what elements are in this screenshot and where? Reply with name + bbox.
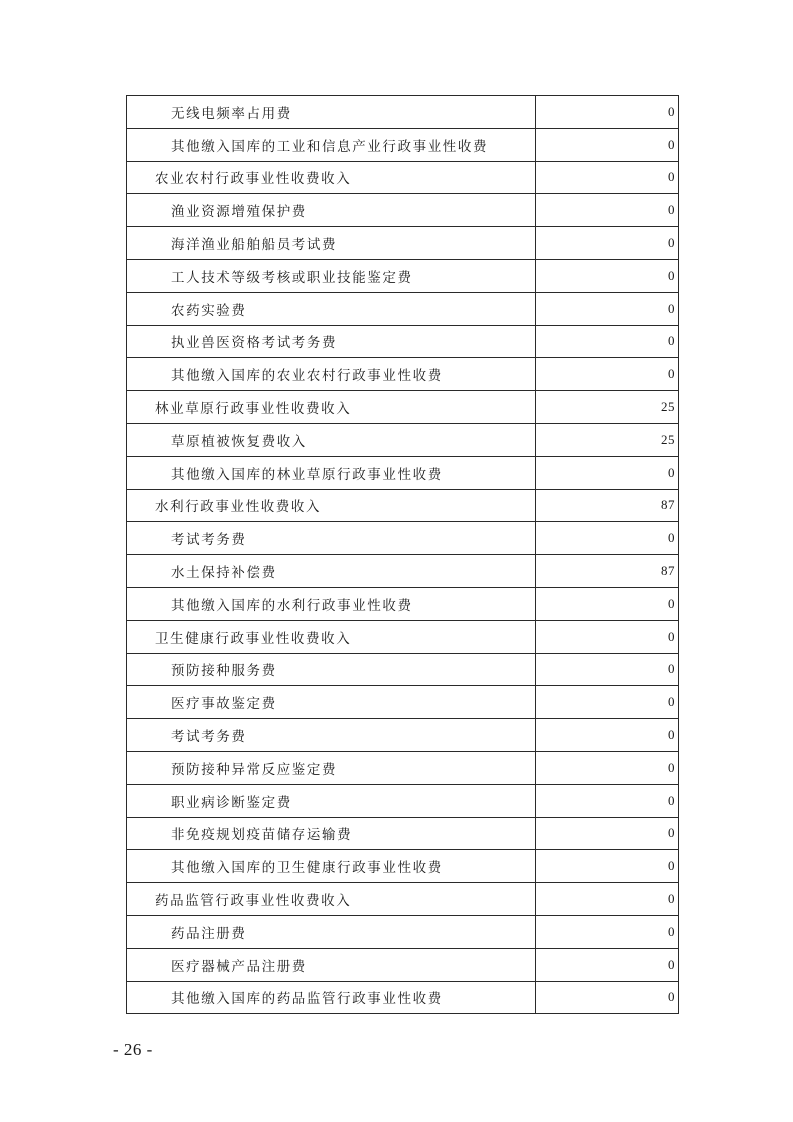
item-name-cell: 渔业资源增殖保护费 [127, 194, 536, 227]
table-row [127, 948, 679, 981]
table-row [127, 555, 679, 588]
table-row [127, 686, 679, 719]
table-row [127, 620, 679, 653]
item-name-cell: 医疗器械产品注册费 [127, 948, 536, 981]
table-row [127, 817, 679, 850]
amount-cell: 0 [536, 784, 679, 817]
table-row [127, 96, 679, 129]
amount-cell: 0 [536, 948, 679, 981]
table-row [127, 587, 679, 620]
table-row [127, 653, 679, 686]
table-row [127, 325, 679, 358]
amount-cell: 0 [536, 817, 679, 850]
table-row [127, 456, 679, 489]
item-name-cell: 农业农村行政事业性收费收入 [127, 161, 536, 194]
item-name-cell: 水土保持补偿费 [127, 555, 536, 588]
amount-cell: 0 [536, 653, 679, 686]
item-name-cell: 执业兽医资格考试考务费 [127, 325, 536, 358]
amount-cell: 0 [536, 686, 679, 719]
table-row [127, 128, 679, 161]
table-row [127, 194, 679, 227]
table-row [127, 227, 679, 260]
amount-cell: 0 [536, 128, 679, 161]
item-name-cell: 非免疫规划疫苗储存运输费 [127, 817, 536, 850]
amount-cell: 25 [536, 423, 679, 456]
amount-cell: 0 [536, 194, 679, 227]
table-row [127, 981, 679, 1014]
amount-cell: 0 [536, 587, 679, 620]
table-row [127, 915, 679, 948]
item-name-cell: 水利行政事业性收费收入 [127, 489, 536, 522]
table-row [127, 751, 679, 784]
table-row [127, 522, 679, 555]
item-name-cell: 农药实验费 [127, 292, 536, 325]
amount-cell: 0 [536, 227, 679, 260]
amount-cell: 0 [536, 981, 679, 1014]
amount-cell: 25 [536, 391, 679, 424]
item-name-cell: 工人技术等级考核或职业技能鉴定费 [127, 259, 536, 292]
item-name-cell: 海洋渔业船舶船员考试费 [127, 227, 536, 260]
amount-cell: 0 [536, 96, 679, 129]
fee-table [126, 95, 679, 1014]
item-name-cell: 医疗事故鉴定费 [127, 686, 536, 719]
amount-cell: 0 [536, 883, 679, 916]
amount-cell: 0 [536, 259, 679, 292]
item-name-cell: 考试考务费 [127, 719, 536, 752]
table-row [127, 391, 679, 424]
amount-cell: 0 [536, 161, 679, 194]
item-name-cell: 草原植被恢复费收入 [127, 423, 536, 456]
item-name-cell: 其他缴入国库的林业草原行政事业性收费 [127, 456, 536, 489]
item-name-cell: 其他缴入国库的水利行政事业性收费 [127, 587, 536, 620]
item-name-cell: 预防接种异常反应鉴定费 [127, 751, 536, 784]
amount-cell: 0 [536, 292, 679, 325]
table-row [127, 489, 679, 522]
item-name-cell: 药品注册费 [127, 915, 536, 948]
table-row [127, 292, 679, 325]
amount-cell: 0 [536, 915, 679, 948]
table-row [127, 161, 679, 194]
table-row [127, 423, 679, 456]
table-row [127, 719, 679, 752]
fee-table-body [127, 96, 679, 1014]
amount-cell: 0 [536, 522, 679, 555]
item-name-cell: 其他缴入国库的农业农村行政事业性收费 [127, 358, 536, 391]
amount-cell: 0 [536, 325, 679, 358]
table-row [127, 358, 679, 391]
amount-cell: 0 [536, 751, 679, 784]
amount-cell: 0 [536, 850, 679, 883]
item-name-cell: 其他缴入国库的药品监管行政事业性收费 [127, 981, 536, 1014]
table-row [127, 883, 679, 916]
item-name-cell: 林业草原行政事业性收费收入 [127, 391, 536, 424]
amount-cell: 87 [536, 489, 679, 522]
item-name-cell: 卫生健康行政事业性收费收入 [127, 620, 536, 653]
item-name-cell: 其他缴入国库的工业和信息产业行政事业性收费 [127, 128, 536, 161]
item-name-cell: 其他缴入国库的卫生健康行政事业性收费 [127, 850, 536, 883]
amount-cell: 0 [536, 456, 679, 489]
table-row [127, 259, 679, 292]
item-name-cell: 职业病诊断鉴定费 [127, 784, 536, 817]
table-row [127, 784, 679, 817]
item-name-cell: 无线电频率占用费 [127, 96, 536, 129]
amount-cell: 0 [536, 719, 679, 752]
table-row [127, 850, 679, 883]
amount-cell: 87 [536, 555, 679, 588]
amount-cell: 0 [536, 358, 679, 391]
amount-cell: 0 [536, 620, 679, 653]
item-name-cell: 考试考务费 [127, 522, 536, 555]
item-name-cell: 预防接种服务费 [127, 653, 536, 686]
item-name-cell: 药品监管行政事业性收费收入 [127, 883, 536, 916]
page-number: - 26 - [113, 1040, 153, 1059]
